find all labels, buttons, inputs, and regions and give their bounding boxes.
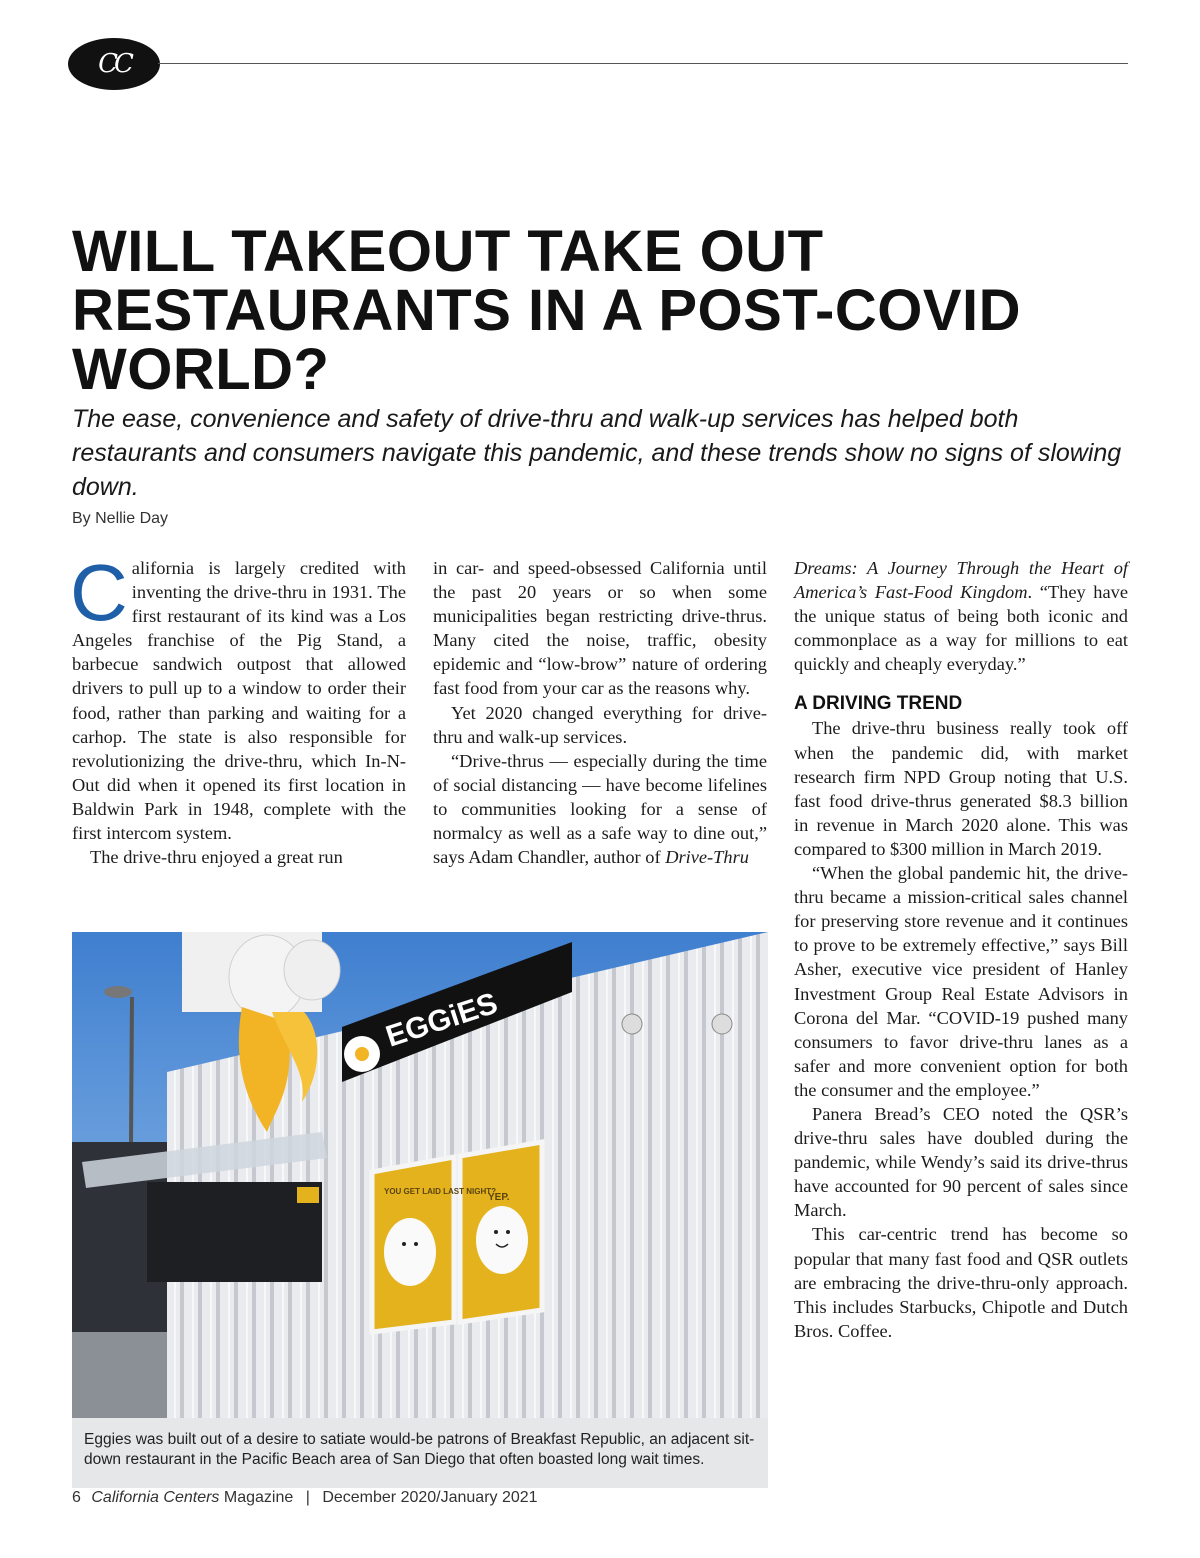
article-paragraph [433, 749, 767, 869]
egg-eye [506, 1230, 510, 1234]
article-headline: WILL TAKEOUT TAKE OUT RESTAURANTS IN A POST-COVID WORLD? [72, 219, 1022, 402]
photo-caption: Eggies was built out of a desire to satiate would-be patrons of Breakfast Republic, an adjacent sit-down restaurant in the Pacific Beach area of San Diego that often boasted long wait times. [72, 1418, 768, 1488]
paragraph-text: alifornia is largely credited with inventing the drive-thru in 1931. The first restaurant of its kind was a Los Angeles franchise of the Pig Stand, a barbecue sandwich outpost that allowed drivers to pull up to a window to order their food, rather than parking and waiting for a carhop. The state is also responsible for revolutionizing the drive-thru, which In-N-Out did when it opened its first location in Baldwin Park in 1948, complete with the first intercom system. [72, 558, 406, 844]
street-lamp-head [104, 986, 132, 998]
egg-eye [402, 1242, 406, 1246]
poster-egg-character [476, 1206, 528, 1274]
page-number: 6 [72, 1489, 81, 1506]
article-column-3 [794, 556, 1128, 1343]
article-paragraph: in car- and speed-obsessed California until the past 20 years or so when some municipalities began restricting drive-thrus. Many cited the noise, traffic, obesity epidemic and “low-brow” nature of ordering fast food from your car as the reasons why. [433, 558, 767, 699]
logo-monogram: CC [98, 49, 130, 79]
security-camera [622, 1014, 642, 1034]
header-rule [158, 63, 1128, 64]
article-paragraph: This car-centric trend has become so popular that many fast food and QSR outlets are embracing the drive-thru-only approach. This includes Starbucks, Chipotle and Dutch Bros. Coffee. [794, 1224, 1128, 1341]
egg-eye [414, 1242, 418, 1246]
article-paragraph [70, 548, 406, 845]
egg-eye [494, 1230, 498, 1234]
security-camera [712, 1014, 732, 1034]
poster-left-text: YOU GET LAID LAST NIGHT? [384, 1187, 496, 1196]
paragraph-text: “Drive-thrus — especially during the time of social distancing — have become lifelines to communities looking for a sense of normalcy as well as a safe way to dine out,” says Adam Chandler, author of [433, 750, 767, 868]
article-paragraph [794, 556, 1128, 676]
section-heading: A DRIVING TREND [794, 693, 963, 715]
magazine-logo [68, 38, 160, 90]
poster-right-text: YEP. [488, 1192, 510, 1203]
paragraph-text: . “They have the unique status of being both iconic and commonplace as a way for millions to eat quickly and cheaply everyday.” [794, 582, 1128, 675]
book-title: Drive-Thru [665, 847, 749, 868]
article-paragraph: Yet 2020 changed everything for drive-thru and walk-up services. [433, 702, 767, 747]
article-paragraph: “When the global pandemic hit, the drive-thru became a mission-critical sales channel for preserving store revenue and it continues to prove to be extremely effective,” says Bill Asher, executive vice president of Hanley Investment Group Real Estate Advisors in Corona del Mar. “COVID-19 pushed many consumers to favor drive-thru lanes as a safer and more convenient option for both the consumer and the employee.” [794, 863, 1128, 1100]
article-column-1 [70, 548, 406, 869]
page-footer [72, 1489, 538, 1507]
article-paragraph: The drive-thru enjoyed a great run [90, 847, 343, 868]
eggies-photo [72, 932, 768, 1418]
menu-card [297, 1187, 319, 1203]
article-byline: By Nellie Day [72, 510, 169, 527]
sign-yolk-icon [355, 1047, 369, 1061]
sidewalk [72, 1332, 182, 1418]
footer-separator: | [305, 1489, 310, 1506]
book-title: Dreams: A Journey Through the Heart of America’s Fast-Food Kingdom [794, 558, 1128, 603]
publication-name: California Centers [91, 1489, 220, 1506]
eggies-photo-illustration [72, 932, 768, 1418]
poster-egg-character [384, 1218, 436, 1286]
sign-text: EGGiES [381, 986, 502, 1054]
order-window [147, 1182, 322, 1282]
drop-cap: C [70, 548, 128, 637]
article-subhead: The ease, convenience and safety of drive-thru and walk-up services has helped both restaurants and consumers navigate this pandemic, and these trends show no signs of slowing down. [72, 405, 1122, 501]
egg-sculpture-2 [284, 940, 340, 1000]
article-column-2 [433, 556, 767, 869]
issue-date: December 2020/January 2021 [322, 1489, 538, 1506]
article-paragraph: Panera Bread’s CEO noted the QSR’s drive-thru sales have doubled during the pandemic, while Wendy’s said its drive-thrus have accounted for 90 percent of sales since March. [794, 1103, 1128, 1221]
article-paragraph: The drive-thru business really took off when the pandemic did, with market research firm NPD Group noting that U.S. fast food drive-thrus generated $8.3 billion in revenue in March 2020 alone. This was compared to $300 million in March 2019. [794, 718, 1128, 859]
publication-suffix: Magazine [223, 1489, 294, 1506]
